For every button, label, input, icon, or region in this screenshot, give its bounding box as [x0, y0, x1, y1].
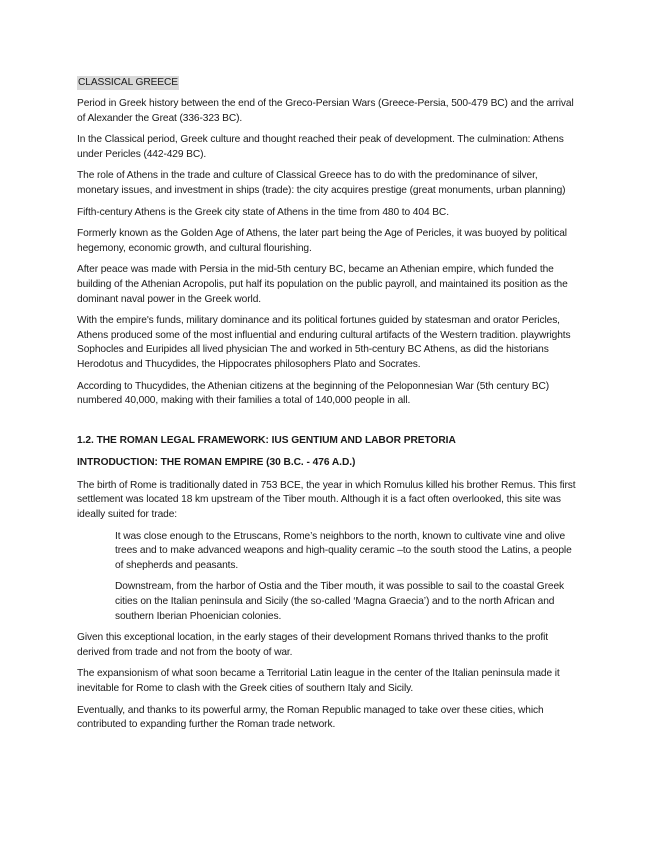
- section-title-highlighted: CLASSICAL GREECE: [78, 77, 178, 88]
- indented-paragraph: It was close enough to the Etruscans, Rome’s neighbors to the north, known to cultivate vine and olive trees and to make advanced weapons and high-quality ceramic –to the south stood the Latins, a people of shepherds and peasants.: [115, 530, 572, 571]
- paragraph: After peace was made with Persia in the mid-5th century BC, became an Athenian empire, which funded the building of the Athenian Acropolis, put half its population on the public payroll, and maintained its position as the dominant naval power in the Greek world.: [77, 264, 568, 305]
- document-page: [77, 76, 577, 740]
- paragraph: The birth of Rome is traditionally dated in 753 BCE, the year in which Romulus killed his brother Remus. This first settlement was located 18 km upstream of the Tiber mouth. Although it is a fact often overlooked, this site was ideally suited for trade:: [77, 479, 576, 521]
- paragraph: Formerly known as the Golden Age of Athens, the later part being the Age of Pericles, it was buoyed by political hegemony, economic growth, and cultural flourishing.: [77, 228, 567, 254]
- paragraph: The role of Athens in the trade and culture of Classical Greece has to do with the predominance of silver, monetary issues, and investment in ships (trade): the city acquires prestige (great monuments, urban planning): [77, 170, 566, 196]
- paragraph: The expansionism of what soon became a Territorial Latin league in the center of the Italian peninsula made it inevitable for Rome to clash with the Greek cities of southern Italy and Sicily.: [77, 668, 560, 694]
- paragraph: Given this exceptional location, in the early stages of their development Romans thrived thanks to the profit derived from trade and not from the booty of war.: [77, 632, 549, 658]
- section-roman-legal-framework: [77, 434, 577, 733]
- paragraph: Period in Greek history between the end of the Greco-Persian Wars (Greece-Persia, 500-479 BC) and the arrival of Alexander the Great (336-323 BC).: [77, 98, 574, 124]
- paragraph: Eventually, and thanks to its powerful army, the Roman Republic managed to take over these cities, which contributed to expanding further the Roman trade network.: [77, 704, 544, 731]
- paragraph: In the Classical period, Greek culture and thought reached their peak of development. The culmination: Athens under Pericles (442-429 BC).: [77, 134, 564, 160]
- paragraph: According to Thucydides, the Athenian citizens at the beginning of the Peloponnesian War (5th century BC) numbered 40,000, making with their families a total of 140,000 people in all.: [77, 380, 549, 407]
- section-heading: 1.2. THE ROMAN LEGAL FRAMEWORK: IUS GENTIUM AND LABOR PRETORIA: [77, 434, 456, 446]
- paragraph: With the empire's funds, military dominance and its political fortunes guided by statesman and orator Pericles, Athens produced some of the most influential and enduring cultural artifacts of the Western tradition. playwrights Sophocles and Euripides all lived physician The and worked in 5th-century BC Athens, as did the historians Herodotus and Thucydides, the Hippocrates philosophers Plato and Socrates.: [77, 315, 571, 370]
- section-subheading: INTRODUCTION: THE ROMAN EMPIRE (30 B.C. - 476 A.D.): [77, 457, 356, 469]
- spacer: [77, 416, 577, 434]
- paragraph: Fifth-century Athens is the Greek city state of Athens in the time from 480 to 404 BC.: [77, 206, 449, 218]
- indented-paragraph: Downstream, from the harbor of Ostia and the Tiber mouth, it was possible to sail to the coastal Greek cities on the Italian peninsula and Sicily (the so-called ‘Magna Graecia’) and to the north African and southern Iberian Phoenician colonies.: [115, 581, 565, 622]
- section-classical-greece: [77, 76, 577, 409]
